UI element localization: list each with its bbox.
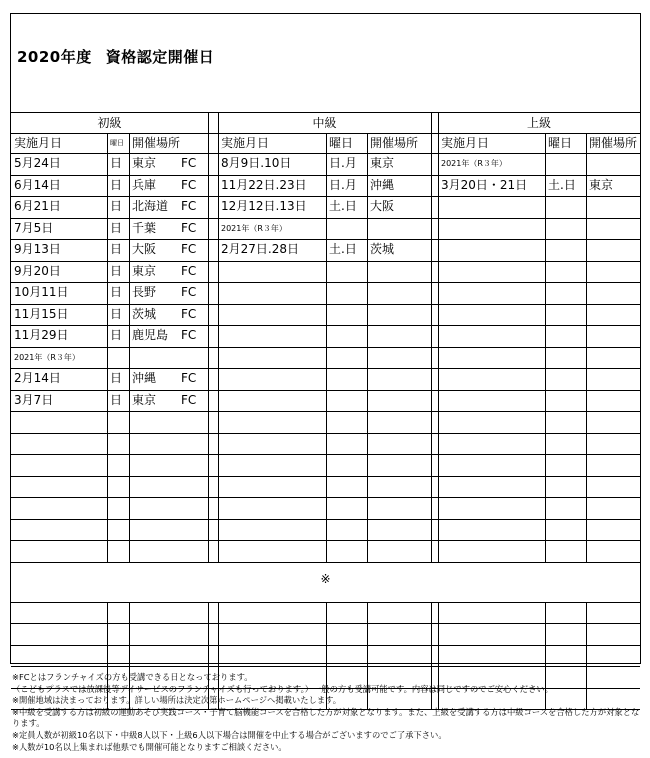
column-divider bbox=[218, 113, 219, 562]
cell-fc: FC bbox=[181, 220, 197, 235]
cell-fc: FC bbox=[181, 371, 197, 385]
header-intermediate-2: 開催場所 bbox=[370, 136, 419, 150]
cell-place: 大阪 bbox=[370, 199, 395, 213]
cell-date: 2021年（R３年） bbox=[14, 352, 80, 362]
footer-note: （こどもプラスでは放課後等デイサービスのフランチャイズも行っております。）一般の方も受講可能です。内容は同じですのでご安心ください。 bbox=[12, 683, 553, 694]
cell-fc: FC bbox=[181, 306, 197, 321]
cell-date: 8月9日.10日 bbox=[221, 156, 292, 170]
header-beginner-2: 開催場所 bbox=[132, 136, 181, 150]
cell-day: 日.月 bbox=[329, 177, 357, 192]
cell-date: 2021年（R３年） bbox=[221, 223, 287, 233]
cell-date: 11月15日 bbox=[14, 306, 69, 321]
section-advanced: 上級 bbox=[526, 116, 551, 130]
footer-note: ※開催地域は決まっております。詳しい場所は決定次第ホームページへ掲載いたします。 bbox=[12, 695, 342, 706]
cell-fc: FC bbox=[181, 199, 197, 213]
cell-day: 日 bbox=[110, 285, 123, 299]
cell-fc: FC bbox=[181, 392, 197, 407]
row-divider bbox=[11, 562, 640, 563]
footer-note: ※定員人数が初級10名以下・中級8人以下・上級6人以下場合は開催を中止する場合がございますのでご了承下さい。 bbox=[12, 729, 447, 740]
cell-day: 日.月 bbox=[329, 156, 357, 170]
cell-place: 大阪 bbox=[132, 242, 157, 256]
cell-day: 日 bbox=[110, 392, 123, 407]
cell-place: 東京 bbox=[589, 177, 614, 192]
cell-day: 日 bbox=[110, 156, 123, 170]
note-mark: ※ bbox=[320, 571, 331, 586]
header-beginner-1: 曜日 bbox=[110, 139, 124, 147]
footer-note: ※中級を受講する方は初級の運動あそび実践コース・子育て脳機能コースを合格した方が対象となります。また、上級を受講する方は中級コースを合格した方が対象となります。 bbox=[12, 706, 640, 729]
cell-place: 東京 bbox=[132, 263, 157, 278]
cell-date: 3月7日 bbox=[14, 392, 54, 407]
cell-place: 茨城 bbox=[132, 306, 157, 321]
cell-date: 2021年（R３年） bbox=[441, 159, 507, 168]
cell-place: 鹿児島 bbox=[132, 328, 169, 342]
footer-note: ※FCとはフランチャイズの方も受講できる日となっております。 bbox=[12, 672, 253, 682]
header-advanced-2: 開催場所 bbox=[589, 136, 638, 150]
cell-fc: FC bbox=[181, 328, 197, 342]
cell-date: 9月13日 bbox=[14, 242, 61, 256]
cell-place: 兵庫 bbox=[132, 177, 157, 192]
cell-place: 沖縄 bbox=[370, 177, 395, 192]
column-divider bbox=[586, 133, 587, 562]
cell-place: 北海道 bbox=[132, 199, 169, 213]
cell-date: 10月11日 bbox=[14, 285, 69, 299]
cell-fc: FC bbox=[181, 156, 197, 170]
cell-date: 6月14日 bbox=[14, 177, 61, 192]
column-divider bbox=[545, 133, 546, 562]
header-intermediate-0: 実施月日 bbox=[221, 136, 270, 150]
page-title bbox=[17, 46, 214, 67]
cell-day: 日 bbox=[110, 242, 123, 256]
cell-date: 11月29日 bbox=[14, 328, 69, 342]
cell-place: 沖縄 bbox=[132, 371, 157, 385]
column-divider bbox=[367, 133, 368, 562]
cell-date: 3月20日・21日 bbox=[441, 177, 528, 192]
column-divider bbox=[438, 113, 439, 562]
cell-day: 日 bbox=[110, 220, 123, 235]
column-divider bbox=[431, 113, 432, 562]
cell-day: 土.日 bbox=[329, 242, 357, 256]
cell-place: 千葉 bbox=[132, 220, 157, 235]
header-advanced-0: 実施月日 bbox=[441, 136, 490, 150]
cell-day: 土.日 bbox=[548, 177, 576, 192]
cell-place: 東京 bbox=[132, 156, 157, 170]
cell-day: 日 bbox=[110, 328, 123, 342]
cell-date: 12月12日.13日 bbox=[221, 199, 307, 213]
cell-day: 日 bbox=[110, 371, 123, 385]
cell-fc: FC bbox=[181, 263, 197, 278]
schedule-table bbox=[11, 112, 640, 663]
cell-date: 9月20日 bbox=[14, 263, 61, 278]
column-divider bbox=[129, 133, 130, 562]
cell-date: 2月14日 bbox=[14, 371, 61, 385]
footer-note: ※人数が10名以上集まれば他県でも開催可能となりますご相談ください。 bbox=[12, 741, 287, 752]
cell-date: 5月24日 bbox=[14, 156, 61, 170]
cell-day: 日 bbox=[110, 199, 123, 213]
section-beginner: 初級 bbox=[97, 116, 122, 130]
cell-date: 11月22日.23日 bbox=[221, 177, 307, 192]
schedule-sheet bbox=[10, 13, 641, 664]
cell-date: 2月27日.28日 bbox=[221, 242, 299, 256]
title-year: 2020年度 bbox=[17, 48, 92, 66]
cell-day: 土.日 bbox=[329, 199, 357, 213]
cell-date: 7月5日 bbox=[14, 220, 54, 235]
footer-notes bbox=[12, 672, 642, 753]
title-text: 資格認定開催日 bbox=[105, 48, 215, 66]
cell-fc: FC bbox=[181, 285, 197, 299]
cell-place: 茨城 bbox=[370, 242, 395, 256]
cell-day: 日 bbox=[110, 177, 123, 192]
cell-fc: FC bbox=[181, 177, 197, 192]
header-intermediate-1: 曜日 bbox=[329, 136, 354, 150]
header-beginner-0: 実施月日 bbox=[14, 136, 63, 150]
cell-fc: FC bbox=[181, 242, 197, 256]
header-advanced-1: 曜日 bbox=[548, 136, 573, 150]
column-divider bbox=[326, 133, 327, 562]
cell-day: 日 bbox=[110, 306, 123, 321]
cell-place: 東京 bbox=[370, 156, 395, 170]
column-divider bbox=[208, 113, 209, 562]
cell-place: 長野 bbox=[132, 285, 157, 299]
cell-place: 東京 bbox=[132, 392, 157, 407]
cell-day: 日 bbox=[110, 263, 123, 278]
section-intermediate: 中級 bbox=[312, 116, 337, 130]
column-divider bbox=[107, 133, 108, 562]
cell-date: 6月21日 bbox=[14, 199, 61, 213]
